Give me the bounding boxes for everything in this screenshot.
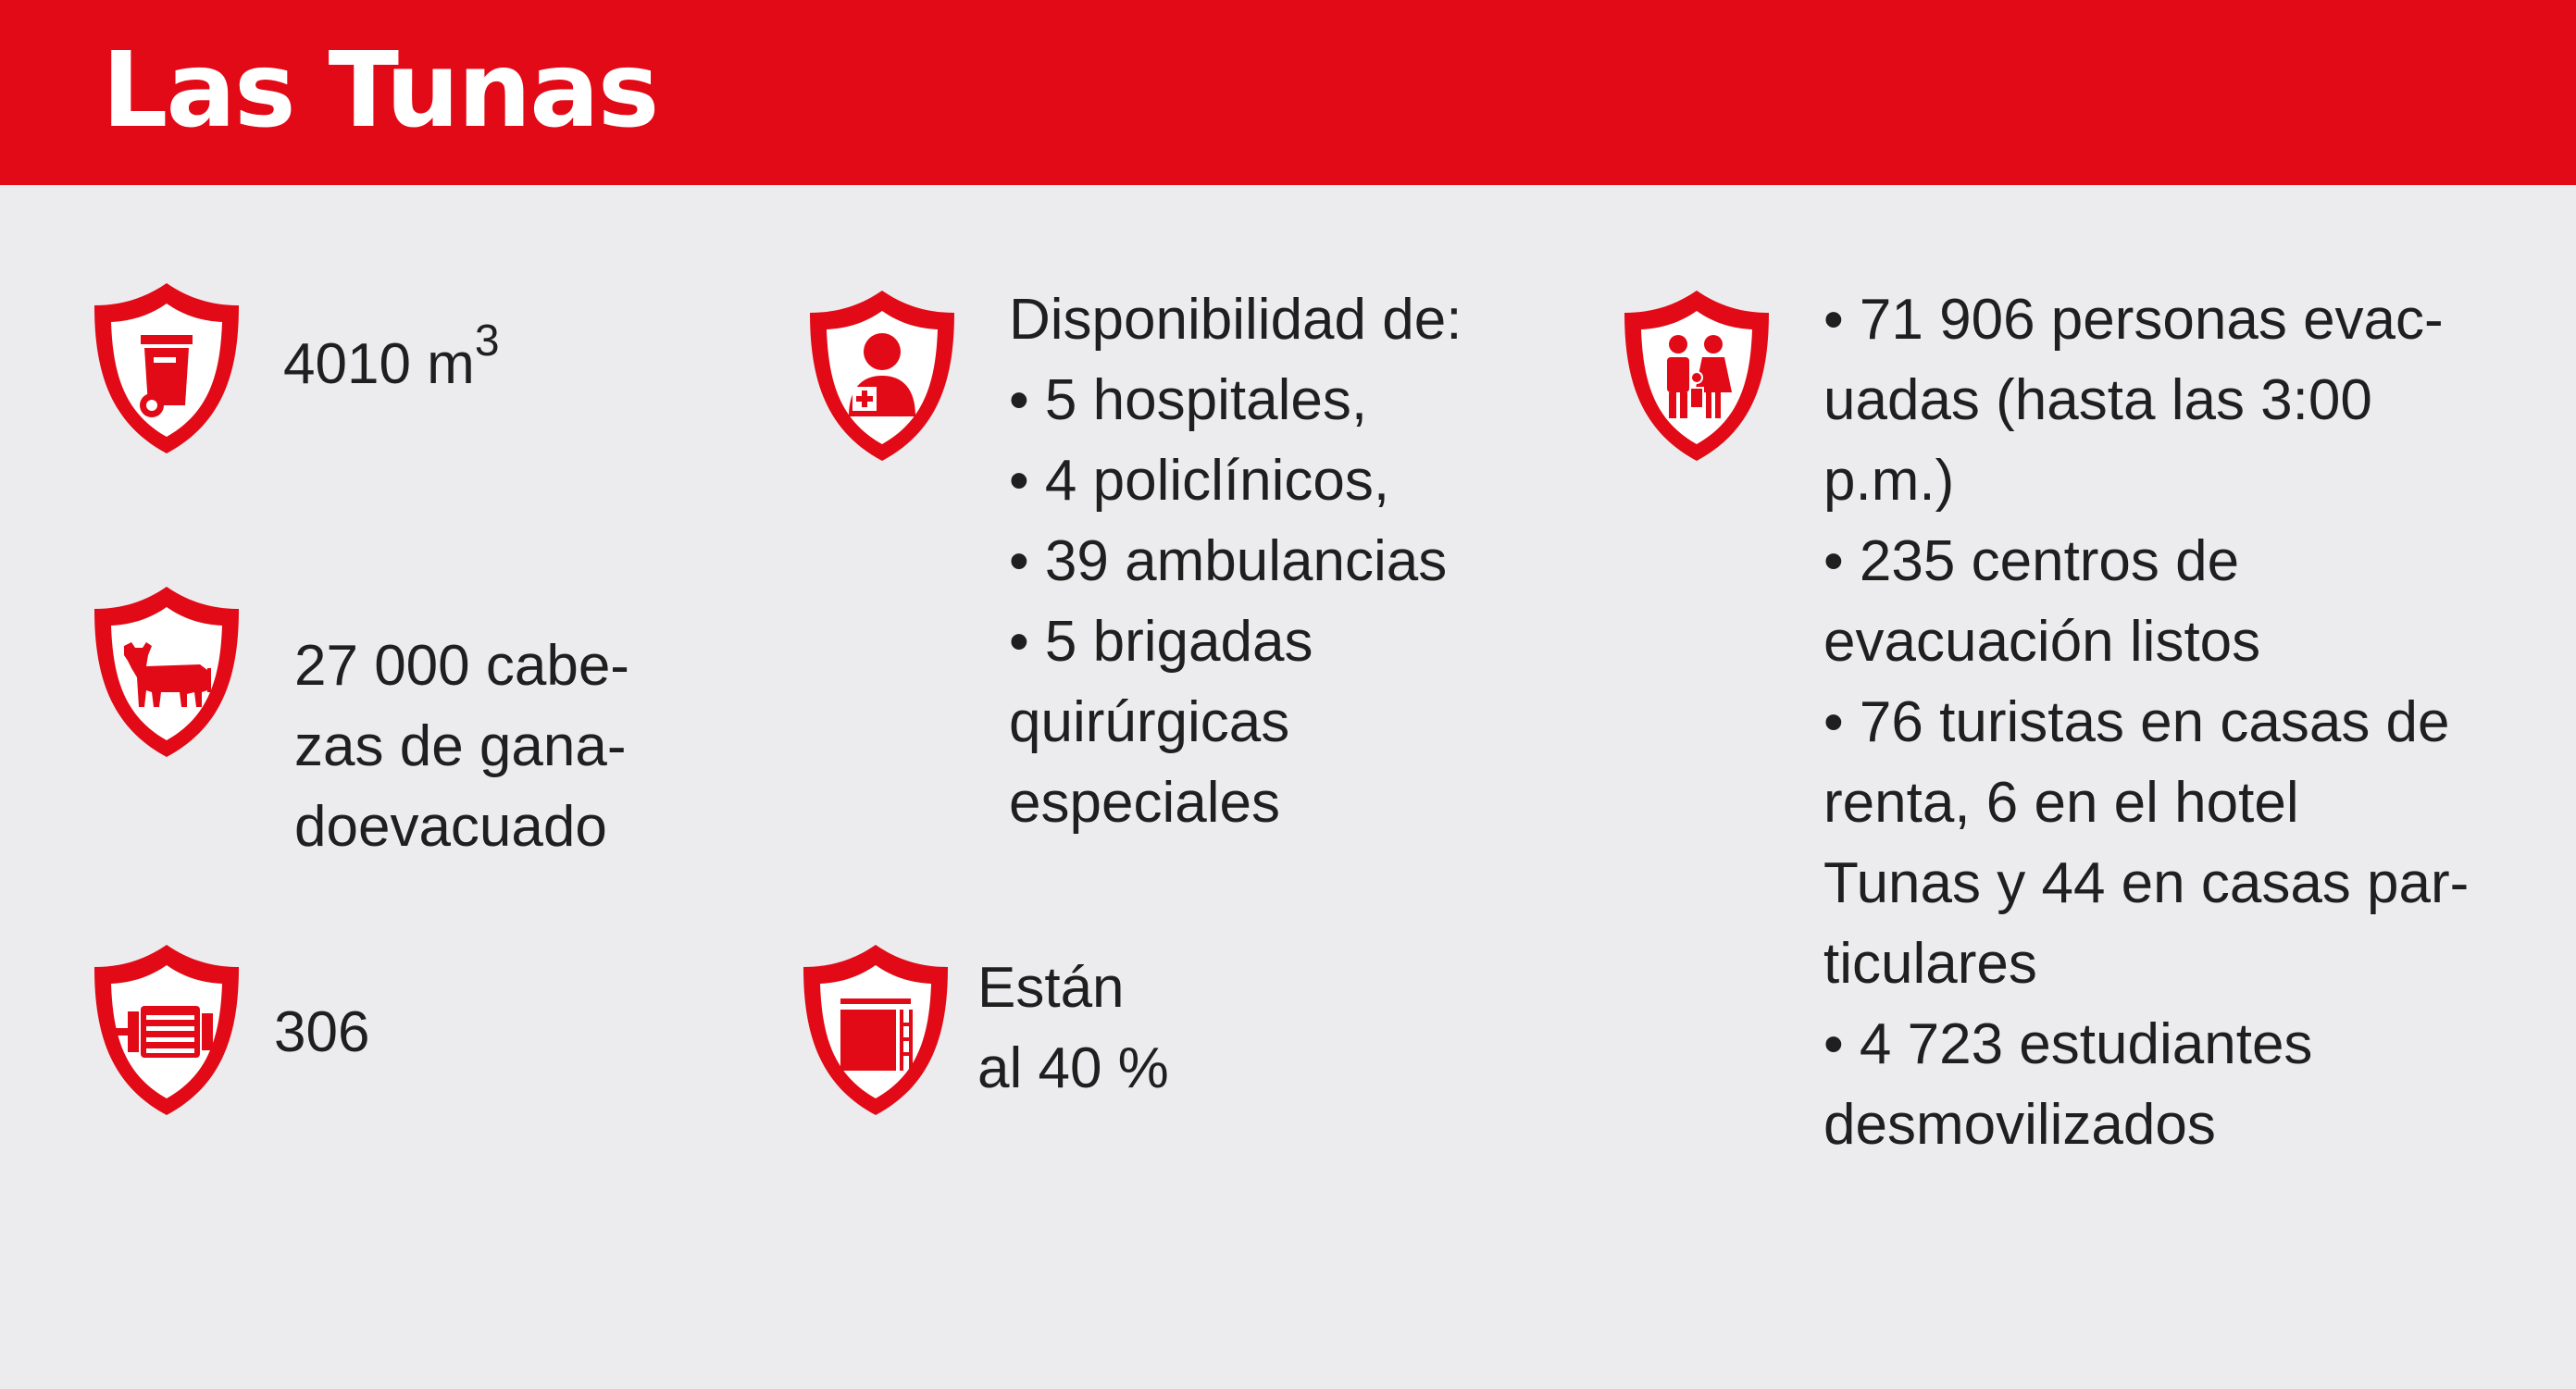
- health-list: Disponibilidad de: • 5 hospitales, • 4 policlínicos, • 39 ambulancias • 5 brigadas quirúrgicas especiales: [1009, 288, 1462, 835]
- water-value: 4010 $m^3$: [283, 316, 500, 396]
- reservoir-text: Están al 40 %: [977, 956, 1169, 1100]
- evacuation-list: • 71 906 personas evac- uadas (hasta las 3:00 p.m.) • 235 centros de evacuación listos • 76 turistas en casas de renta, 6 en el hotel Tunas y 44 en casas par- ticulares • 4 723 estudiantes desmovilizados: [1823, 288, 2470, 1157]
- cow-icon: [85, 581, 248, 763]
- tank-level-icon: [794, 939, 957, 1121]
- title-banner: [0, 0, 2576, 185]
- family-icon: [1615, 285, 1778, 466]
- cattle-text: 27 000 cabe- zas de gana- doevacuado: [294, 634, 629, 859]
- page-title: Las Tunas: [102, 31, 658, 151]
- generator-engine-icon: [85, 939, 248, 1121]
- doctor-icon: [801, 285, 964, 466]
- water-tank-icon: [85, 278, 248, 459]
- engines-value: 306: [274, 1000, 370, 1064]
